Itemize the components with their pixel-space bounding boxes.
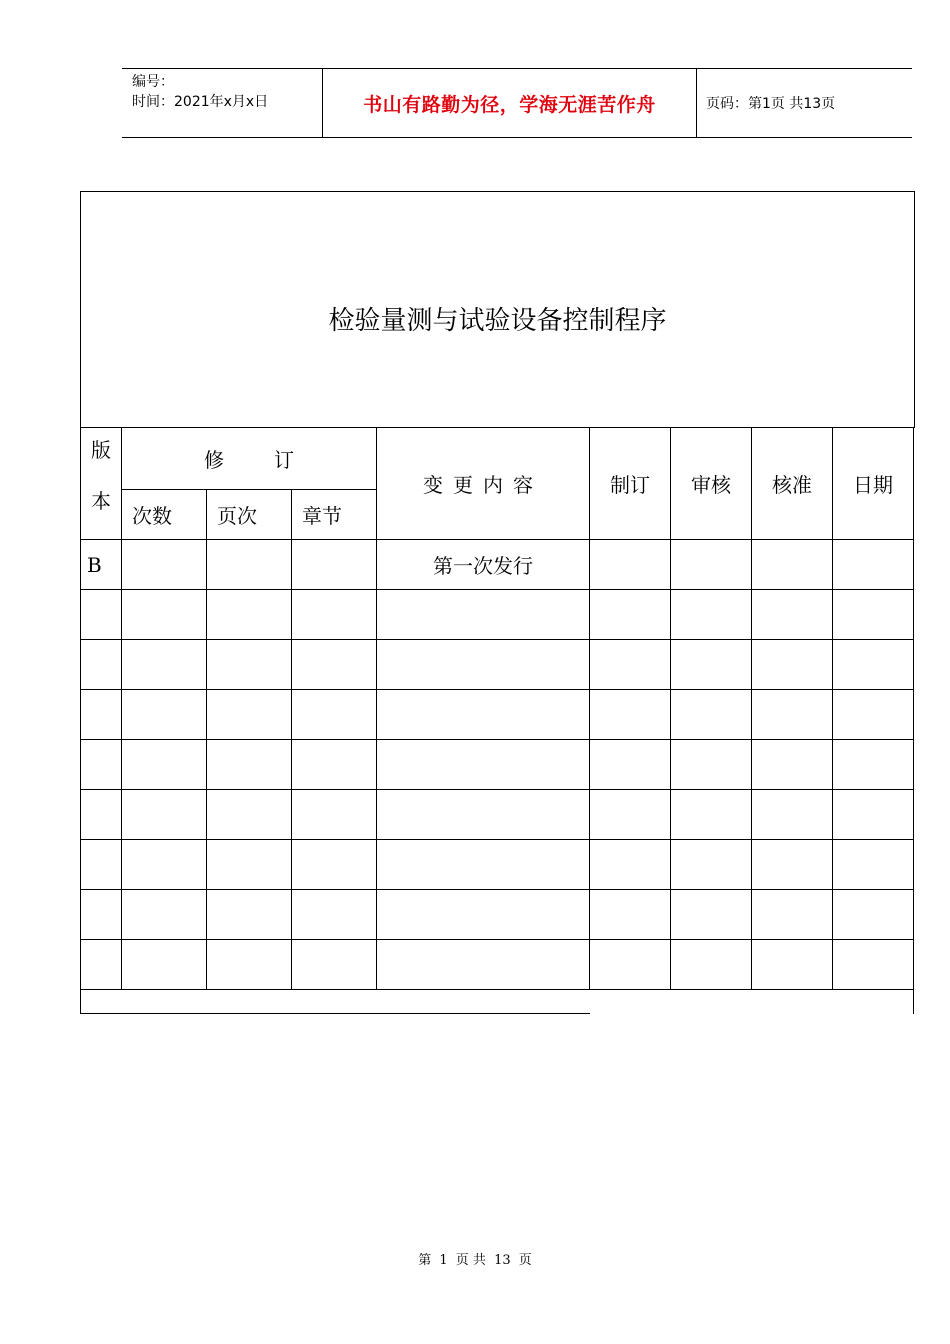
footer-page-total: 13 bbox=[494, 1253, 511, 1268]
cell-chapter bbox=[292, 590, 377, 640]
cell-chapter bbox=[292, 640, 377, 690]
cell-date bbox=[833, 740, 914, 790]
table-bottom-row bbox=[81, 990, 914, 1014]
cell-date bbox=[833, 540, 914, 590]
page-header bbox=[122, 68, 912, 138]
table-row bbox=[81, 890, 914, 940]
header-approve: 核准 bbox=[752, 428, 833, 540]
cell-chapter bbox=[292, 540, 377, 590]
header-version bbox=[81, 428, 122, 540]
header-change-label: 变更内容 bbox=[423, 473, 543, 497]
cell-version: B bbox=[81, 540, 122, 590]
cell-made bbox=[590, 940, 671, 990]
cell-times bbox=[122, 640, 207, 690]
document-title: 检验量测与试验设备控制程序 bbox=[328, 306, 667, 336]
cell-pages bbox=[207, 890, 292, 940]
header-motto-cell bbox=[323, 69, 697, 137]
cell-date bbox=[833, 840, 914, 890]
cell-times bbox=[122, 590, 207, 640]
cell-pages bbox=[207, 740, 292, 790]
page-footer bbox=[0, 1249, 950, 1268]
cell-made bbox=[590, 840, 671, 890]
footer-page-mid: 页 共 bbox=[455, 1253, 486, 1268]
table-row bbox=[81, 740, 914, 790]
cell-version bbox=[81, 640, 122, 690]
cell-date bbox=[833, 940, 914, 990]
cell-approve bbox=[752, 690, 833, 740]
cell-chapter bbox=[292, 890, 377, 940]
header-revision-label: 修订 bbox=[204, 448, 344, 472]
cell-times bbox=[122, 690, 207, 740]
cell-change bbox=[377, 690, 590, 740]
cell-change bbox=[377, 640, 590, 690]
header-page-counter: 页码：第1页 共13页 bbox=[706, 96, 836, 112]
header-motto: 书山有路勤为径，学海无涯苦作舟 bbox=[363, 93, 656, 116]
table-bottom-line bbox=[80, 1013, 590, 1014]
cell-version bbox=[81, 890, 122, 940]
cell-made bbox=[590, 690, 671, 740]
cell-approve bbox=[752, 540, 833, 590]
header-times: 次数 bbox=[122, 490, 207, 540]
cell-made bbox=[590, 640, 671, 690]
cell-chapter bbox=[292, 790, 377, 840]
cell-approve bbox=[752, 840, 833, 890]
cell-date bbox=[833, 640, 914, 690]
header-version-label: 版 本 bbox=[91, 437, 111, 513]
table-row bbox=[81, 940, 914, 990]
cell-change bbox=[377, 590, 590, 640]
cell-pages bbox=[207, 790, 292, 840]
cell-pages bbox=[207, 940, 292, 990]
cell-change bbox=[377, 840, 590, 890]
cell-review bbox=[671, 640, 752, 690]
cell-chapter bbox=[292, 840, 377, 890]
cell-chapter bbox=[292, 690, 377, 740]
cell-version bbox=[81, 840, 122, 890]
header-change bbox=[377, 428, 590, 540]
footer-page-prefix: 第 bbox=[418, 1253, 432, 1268]
cell-times bbox=[122, 790, 207, 840]
header-review: 审核 bbox=[671, 428, 752, 540]
header-revision bbox=[122, 428, 377, 490]
header-date: 日期 bbox=[833, 428, 914, 540]
table-row bbox=[81, 640, 914, 690]
cell-made bbox=[590, 890, 671, 940]
cell-times bbox=[122, 740, 207, 790]
cell-change bbox=[377, 790, 590, 840]
cell-pages bbox=[207, 540, 292, 590]
cell-made bbox=[590, 740, 671, 790]
cell-review bbox=[671, 740, 752, 790]
cell-date bbox=[833, 890, 914, 940]
document-number-label: 编号： bbox=[132, 74, 174, 90]
cell-approve bbox=[752, 590, 833, 640]
cell-review bbox=[671, 590, 752, 640]
cell-review bbox=[671, 790, 752, 840]
header-meta-cell bbox=[122, 69, 323, 137]
cell-version bbox=[81, 940, 122, 990]
cell-made bbox=[590, 790, 671, 840]
cell-date bbox=[833, 590, 914, 640]
table-row bbox=[81, 690, 914, 740]
cell-review bbox=[671, 540, 752, 590]
cell-times bbox=[122, 890, 207, 940]
header-made: 制订 bbox=[590, 428, 671, 540]
cell-pages bbox=[207, 840, 292, 890]
cell-change: 第一次发行 bbox=[377, 540, 590, 590]
cell-date bbox=[833, 790, 914, 840]
footer-page-number: 1 bbox=[439, 1253, 448, 1268]
cell-times bbox=[122, 840, 207, 890]
cell-change bbox=[377, 890, 590, 940]
document-time-label: 时间：2021年x月x日 bbox=[132, 94, 269, 110]
cell-times bbox=[122, 940, 207, 990]
cell-approve bbox=[752, 790, 833, 840]
table-bottom-cell bbox=[81, 990, 914, 1014]
cell-review bbox=[671, 940, 752, 990]
header-pages: 页次 bbox=[207, 490, 292, 540]
cell-approve bbox=[752, 940, 833, 990]
cell-review bbox=[671, 840, 752, 890]
cell-pages bbox=[207, 690, 292, 740]
cell-review bbox=[671, 690, 752, 740]
cell-date bbox=[833, 690, 914, 740]
cell-pages bbox=[207, 640, 292, 690]
cell-change bbox=[377, 940, 590, 990]
title-box bbox=[80, 191, 915, 428]
cell-made bbox=[590, 540, 671, 590]
header-page-cell bbox=[697, 69, 912, 137]
cell-change bbox=[377, 740, 590, 790]
table-row bbox=[81, 590, 914, 640]
cell-made bbox=[590, 590, 671, 640]
cell-chapter bbox=[292, 740, 377, 790]
cell-review bbox=[671, 890, 752, 940]
table-row bbox=[81, 540, 914, 590]
header-chapter: 章节 bbox=[292, 490, 377, 540]
cell-times bbox=[122, 540, 207, 590]
table-row bbox=[81, 840, 914, 890]
cell-version bbox=[81, 590, 122, 640]
cell-version bbox=[81, 690, 122, 740]
cell-chapter bbox=[292, 940, 377, 990]
cell-approve bbox=[752, 740, 833, 790]
revision-table bbox=[80, 427, 914, 1014]
cell-version bbox=[81, 740, 122, 790]
footer-page-suffix: 页 bbox=[518, 1253, 532, 1268]
cell-pages bbox=[207, 590, 292, 640]
table-row bbox=[81, 790, 914, 840]
cell-approve bbox=[752, 640, 833, 690]
cell-approve bbox=[752, 890, 833, 940]
cell-version bbox=[81, 790, 122, 840]
